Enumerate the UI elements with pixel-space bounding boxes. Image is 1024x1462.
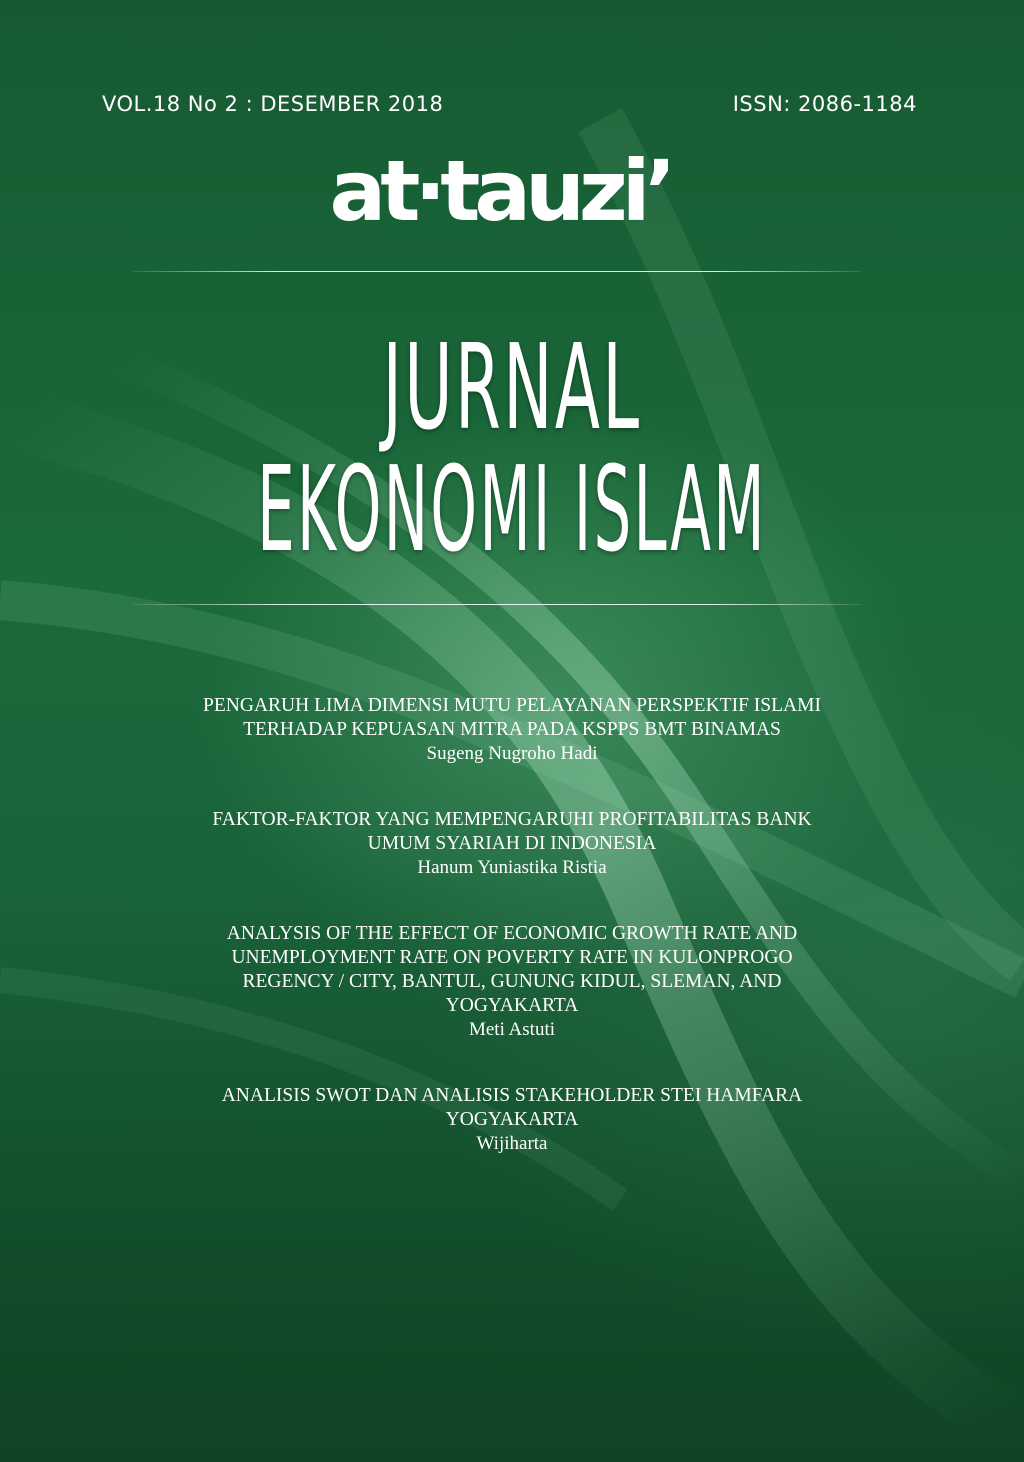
article-title-line: REGENCY / CITY, BANTUL, GUNUNG KIDUL, SLEMAN, AND: [242, 971, 782, 992]
attauzi-logo: [329, 132, 671, 242]
divider-top: [133, 271, 861, 272]
article-title-line: TERHADAP KEPUASAN MITRA PADA KSPPS BMT BINAMAS: [243, 719, 781, 740]
article-entry: [112, 922, 912, 1042]
article-title-line: YOGYAKARTA: [445, 1109, 579, 1130]
issn-info: ISSN: 2086-1184: [732, 92, 917, 116]
journal-title-line-2: EKONOMI ISLAM: [257, 440, 767, 578]
article-entry: [112, 808, 912, 880]
volume-info: VOL.18 No 2 : DESEMBER 2018: [102, 92, 444, 116]
article-author: Hanum Yuniastika Ristia: [417, 857, 607, 878]
divider-bottom: [133, 604, 861, 605]
article-list: [112, 694, 912, 1198]
article-title-line: FAKTOR-FAKTOR YANG MEMPENGARUHI PROFITABILITAS BANK: [212, 809, 812, 830]
svg-text:at·tauzi’: at·tauzi’: [329, 142, 671, 240]
article-author: Wijiharta: [476, 1133, 548, 1154]
journal-title-line-1: JURNAL: [382, 318, 642, 456]
article-entry: [112, 1084, 912, 1156]
article-title-line: ANALYSIS OF THE EFFECT OF ECONOMIC GROWTH RATE AND: [226, 923, 798, 944]
article-title-line: UNEMPLOYMENT RATE ON POVERTY RATE IN KULONPROGO: [231, 947, 793, 968]
article-title-line: ANALISIS SWOT DAN ANALISIS STAKEHOLDER STEI HAMFARA: [221, 1085, 803, 1106]
article-title-line: UMUM SYARIAH DI INDONESIA: [367, 833, 657, 854]
article-entry: [112, 694, 912, 766]
article-author: Meti Astuti: [468, 1019, 556, 1040]
article-title-line: PENGARUH LIMA DIMENSI MUTU PELAYANAN PERSPEKTIF ISLAMI: [203, 695, 821, 716]
article-author: Sugeng Nugroho Hadi: [426, 743, 598, 764]
article-title-line: YOGYAKARTA: [445, 995, 579, 1016]
